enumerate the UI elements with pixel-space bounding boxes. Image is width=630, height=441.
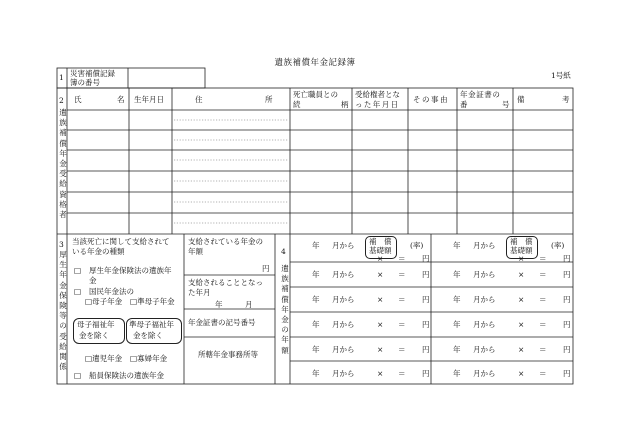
header-birthdate: 生年月日 [134,95,164,104]
section-2-side-label: 遺族補償年金受給資格者 [59,108,67,220]
option3-checkbox[interactable]: □ [74,371,82,380]
row2-col2-equals: ＝ [539,270,547,279]
row1-col2-yen: 円 [563,254,571,263]
paren1-line1: 母子福祉年 [77,320,115,329]
pension-office: 所轄年金事務所等 [198,350,258,359]
row3-col1-yen: 円 [422,295,430,304]
row3-col1-times: × [377,295,384,304]
header-remarks-a: 備 [517,95,525,104]
start-date-year: 年 [215,300,223,309]
annual-amount-line2: 年額 [188,247,203,256]
row1-col1-equals: ＝ [398,254,406,263]
row5-col1-year: 年 [312,345,320,354]
section-1-label-line1: 災害補償記録 [70,69,115,78]
start-date-month: 月 [245,300,253,309]
row4-col1-month-from: 月から [332,320,355,329]
header-cert-line2a: 番 [460,100,468,109]
row1-col2-year: 年 [453,241,461,250]
row5-col2-year: 年 [453,345,461,354]
row2-col2-yen: 円 [563,270,571,279]
row4-col2-times: × [518,320,525,329]
row4-col2-year: 年 [453,320,461,329]
header-remarks-b: 考 [562,95,570,104]
option2c-label[interactable]: □遺児年金 [85,354,123,363]
row5-col2-equals: ＝ [539,345,547,354]
row6-col2-month-from: 月から [473,369,496,378]
option2a-label[interactable]: □母子年金 [85,297,123,306]
row3-col2-times: × [518,295,525,304]
start-date-line2: た年月 [188,288,211,297]
row2-col1-times: × [377,270,384,279]
row5-col2-month-from: 月から [473,345,496,354]
row2-col2-year: 年 [453,270,461,279]
section-4-side-label: 遺族補償年金の年額 [281,264,289,355]
row6-col1-times: × [377,369,384,378]
header-cert-line1: 年金証書の [460,90,501,99]
row2-col2-month-from: 月から [473,270,496,279]
start-date-line1: 支給されることとなっ [188,278,263,287]
section-1-number: 1 [59,73,64,82]
option1-label-line2: 金 [89,276,97,285]
section-3-side-label: 厚生年金保険等の受給関係 [59,250,67,372]
row4-col2-month-from: 月から [473,320,496,329]
row5-col2-yen: 円 [563,345,571,354]
row5-col1-times: × [377,345,384,354]
row1-col1-month-from: 月から [332,241,355,250]
row6-col2-year: 年 [453,369,461,378]
annual-amount-yen: 円 [262,264,270,273]
row6-col2-times: × [518,369,525,378]
row5-col2-times: × [518,345,525,354]
row4-col2-yen: 円 [563,320,571,329]
row3-col1-year: 年 [312,295,320,304]
row1-col1-times: × [377,254,384,263]
option2-label: 国民年金法の [89,287,134,296]
row1-col1-bracket-line2: 基礎額 [369,246,392,255]
header-eligibility-line1: 受給権者とな [355,90,400,99]
header-reason: その事由 [413,95,449,104]
row6-col1-month-from: 月から [332,369,355,378]
row2-col2-times: × [518,270,525,279]
header-name-a: 氏 [74,95,82,104]
row3-col1-month-from: 月から [332,295,355,304]
row3-col1-equals: ＝ [398,295,406,304]
row4-col1-yen: 円 [422,320,430,329]
section-4-number: 4 [281,247,286,256]
row6-col2-yen: 円 [563,369,571,378]
pension-cert-number: 年金証書の記号番号 [188,318,256,327]
row2-col1-yen: 円 [422,270,430,279]
header-address-a: 住 [195,95,203,104]
form-number: 1号紙 [551,71,571,80]
row5-col1-equals: ＝ [398,345,406,354]
row1-col1-year: 年 [312,241,320,250]
row6-col1-year: 年 [312,369,320,378]
row1-col1-bracket-line1: 補 償 [369,237,392,246]
row1-col2-bracket-line1: 補 償 [510,237,533,246]
row6-col1-yen: 円 [422,369,430,378]
header-relation-line2a: 続 [293,100,301,109]
row1-col2-times: × [518,254,525,263]
row4-col1-equals: ＝ [398,320,406,329]
section-3-number: 3 [59,240,64,249]
row6-col1-equals: ＝ [398,369,406,378]
row3-col2-yen: 円 [563,295,571,304]
option2-checkbox[interactable]: □ [74,287,82,296]
option1-label-line1: 厚生年金保険法の遺族年 [89,266,172,275]
row2-col1-month-from: 月から [332,270,355,279]
row5-col1-month-from: 月から [332,345,355,354]
row1-col2-month-from: 月から [473,241,496,250]
option2b-label[interactable]: □準母子年金 [130,297,175,306]
row4-col1-times: × [377,320,384,329]
row6-col2-equals: ＝ [539,369,547,378]
pension-type-line2: いる年金の種類 [72,247,125,256]
row1-col1-yen: 円 [422,254,430,263]
row1-col2-rate: (率) [551,241,565,250]
row3-col2-equals: ＝ [539,295,547,304]
row1-col2-equals: ＝ [539,254,547,263]
row5-col1-yen: 円 [422,345,430,354]
row4-col2-equals: ＝ [539,320,547,329]
paren2-line2: 金を除く [133,331,163,340]
option1-checkbox[interactable]: □ [74,266,82,275]
header-relation-line1: 死亡職員との [293,90,338,99]
header-address-b: 所 [265,95,273,104]
option3-label: 船員保険法の遺族年金 [89,371,164,380]
row2-col1-year: 年 [312,270,320,279]
annual-amount-line1: 支給されている年金の [188,237,263,246]
option2d-label[interactable]: □寡婦年金 [130,354,168,363]
page-title: 遺族補償年金記録簿 [274,58,356,68]
header-eligibility-line2: った年月日 [355,100,400,109]
header-cert-line2b: 号 [502,100,510,109]
row3-col2-month-from: 月から [473,295,496,304]
section-1-label-line2: 簿の番号 [70,78,100,87]
row4-col1-year: 年 [312,320,320,329]
pension-type-line1: 当該死亡に関して支給されて [72,237,170,246]
paren2-line1: 準母子福祉年 [129,320,174,329]
row1-col1-rate: (率) [410,241,424,250]
header-relation-line2b: 柄 [341,100,349,109]
row3-col2-year: 年 [453,295,461,304]
header-name-b: 名 [117,95,125,104]
row1-col2-bracket-line2: 基礎額 [510,246,533,255]
paren1-line2: 金を除く [79,331,109,340]
row2-col1-equals: ＝ [398,270,406,279]
section-2-number: 2 [59,96,64,105]
